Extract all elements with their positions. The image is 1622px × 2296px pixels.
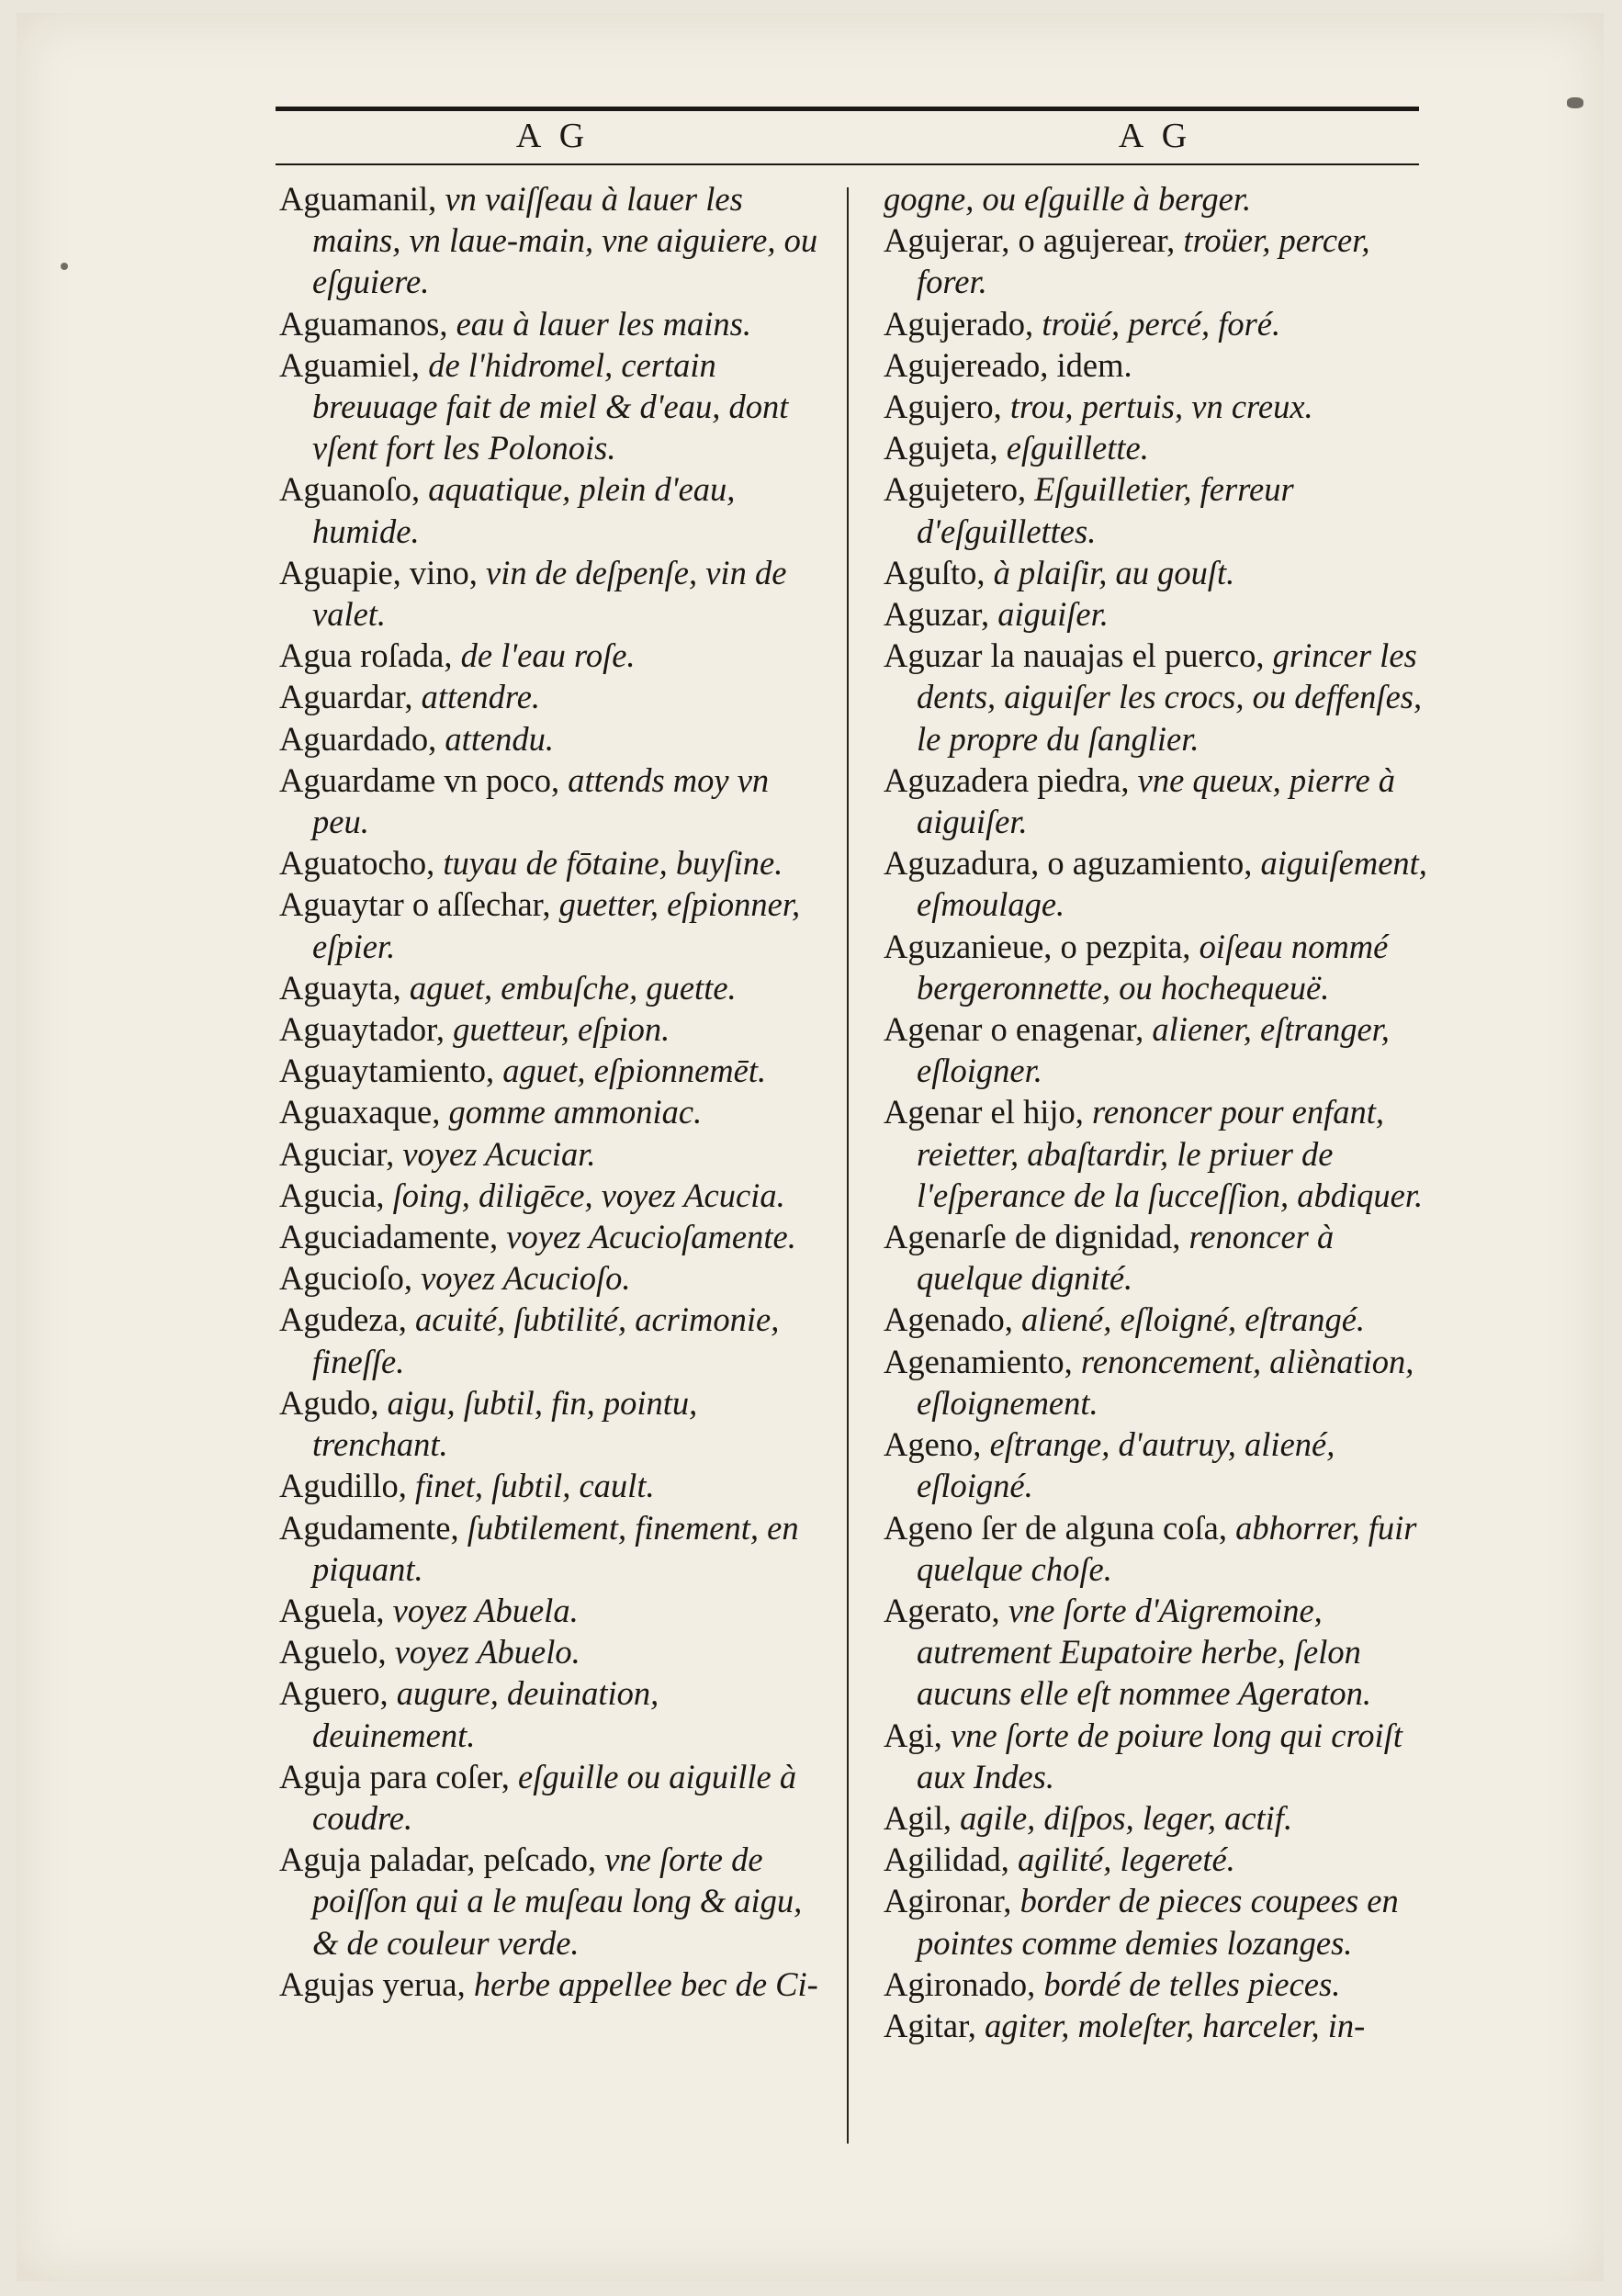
dictionary-entry (884, 344, 1431, 386)
dictionary-entry (279, 1382, 827, 1465)
entry-headword: Aguela, (279, 1591, 385, 1629)
entry-headword: Agironar, (884, 1882, 1012, 1920)
header-rule-bottom (276, 163, 1419, 165)
dictionary-entry (279, 1672, 827, 1755)
dictionary-entry (279, 1299, 827, 1381)
entry-definition: troüé, percé, foré. (1033, 304, 1281, 343)
dictionary-entry (279, 1839, 827, 1964)
entry-headword: Agilidad, (884, 1840, 1009, 1879)
entry-definition: eau à lauer les mains. (447, 304, 751, 343)
entry-headword: Aguzadura, o aguzamiento, (884, 844, 1253, 883)
entry-headword: Agudo, (279, 1383, 379, 1422)
dictionary-entry (279, 1631, 827, 1672)
entry-headword: Aguja para coſer, (279, 1757, 510, 1795)
dictionary-entry (279, 884, 827, 966)
entry-headword: Agucia, (279, 1176, 385, 1214)
entry-headword: Aguardame vn poco, (279, 760, 560, 799)
entry-headword: Agenamiento, (884, 1342, 1073, 1380)
entry-definition: oiſeau nommé bergeronnette, ou hochequeuë. (917, 927, 1389, 1007)
dictionary-entry (884, 1341, 1431, 1424)
entry-definition: vne queux, pierre à aiguiſer. (917, 760, 1396, 841)
entry-headword: Aguardado, (279, 719, 437, 758)
entry-definition: acuité, ſubtilité, acrimonie, fineſſe. (312, 1300, 780, 1380)
entry-headword: Ageno ſer de alguna coſa, (884, 1508, 1227, 1547)
entry-definition: voyez Acuciar. (394, 1134, 596, 1173)
dictionary-entry (884, 386, 1431, 427)
right-column (884, 178, 1431, 2046)
dictionary-entry (884, 1507, 1431, 1590)
entry-headword: Agironado, (884, 1964, 1036, 2003)
entry-headword: Aguapie, vino, (279, 553, 478, 591)
dictionary-entry (279, 1590, 827, 1631)
entry-headword: Aguja paladar, peſcado, (279, 1840, 597, 1879)
entry-headword: Agudillo, (279, 1467, 407, 1505)
dictionary-entry (884, 635, 1431, 760)
dictionary-entry (279, 1175, 827, 1216)
entry-headword: Aguzar, (884, 595, 990, 634)
entry-definition: renoncer à quelque dignité. (917, 1218, 1335, 1298)
entry-headword: Agenarſe de dignidad, (884, 1218, 1181, 1256)
entry-definition: attendu. (436, 719, 555, 758)
entry-definition: de l'hidromel, certain breuuage fait de miel & d'eau, dont vſent fort les Polonois. (312, 345, 789, 467)
entry-headword: Aguamanos, (279, 304, 448, 343)
dictionary-entry (279, 1465, 827, 1506)
dictionary-entry (884, 468, 1431, 551)
ink-spot (1567, 97, 1583, 108)
entry-definition: renoncement, aliènation, eſloignement. (917, 1342, 1414, 1422)
entry-headword: Agujereado, idem. (884, 345, 1132, 384)
entry-headword: Agudeza, (279, 1300, 407, 1339)
entry-headword: Aguanoſo, (279, 470, 421, 509)
entry-definition: renoncer pour enfant, reietter, abaſtardir, le priuer de l'eſperance de la ſucceſſion, abdiquer. (917, 1093, 1424, 1214)
entry-definition: guetter, eſpionner, eſpier. (312, 885, 801, 965)
entry-definition: gogne, ou eſguille à berger. (884, 180, 1252, 218)
dictionary-entry (279, 760, 827, 842)
entry-headword: Aguardar, (279, 678, 413, 716)
entry-headword: Agenar el hijo, (884, 1093, 1084, 1131)
dictionary-entry (279, 1756, 827, 1839)
entry-definition: aquatique, plein d'eau, humide. (312, 470, 736, 550)
dictionary-entry (884, 1964, 1431, 2005)
entry-headword: Agujas yerua, (279, 1964, 466, 2003)
entry-headword: Aguciar, (279, 1134, 395, 1173)
running-head-left: A G (515, 117, 591, 155)
entry-headword: Agenado, (884, 1300, 1013, 1339)
entry-headword: Agujeta, (884, 429, 998, 467)
dictionary-entry (279, 676, 827, 717)
entry-headword: Agitar, (884, 2006, 976, 2044)
dictionary-page (17, 13, 1604, 2281)
entry-headword: Aguſto, (884, 553, 986, 591)
entry-definition: eſguille ou aiguille à coudre. (312, 1757, 797, 1837)
entry-headword: Aguciadamente, (279, 1218, 499, 1256)
dictionary-entry (279, 1008, 827, 1050)
entry-headword: Aguaytador, (279, 1010, 445, 1049)
entry-headword: Agujerado, (884, 304, 1034, 343)
entry-definition: aliener, eſtranger, eſloigner. (917, 1010, 1390, 1090)
entry-definition: tuyau de fōtaine, buyſine. (434, 844, 783, 883)
entry-headword: Aguzanieue, o pezpita, (884, 927, 1191, 965)
dictionary-entry (279, 967, 827, 1008)
entry-definition: ſubtilement, finement, en piquant. (312, 1508, 799, 1588)
entry-headword: Agerato, (884, 1591, 1000, 1629)
entry-definition: eſguillette. (997, 429, 1149, 467)
dictionary-entry (884, 1839, 1431, 1880)
dictionary-entry (884, 1590, 1431, 1715)
entry-definition: agilité, legereté. (1008, 1840, 1235, 1879)
dictionary-entry (279, 1133, 827, 1175)
entry-definition: aigu, ſubtil, fin, pointu, trenchant. (312, 1383, 698, 1464)
dictionary-entry (884, 427, 1431, 468)
ink-speck (61, 263, 68, 270)
dictionary-entry (279, 1964, 827, 2005)
entry-definition: voyez Acucioſo. (411, 1259, 631, 1298)
dictionary-entry (279, 718, 827, 760)
entry-definition: vne ſorte d'Aigremoine, autrement Eupatoire herbe, ſelon aucuns elle eſt nommee Ageraton. (917, 1591, 1371, 1713)
dictionary-entry (884, 552, 1431, 593)
entry-headword: Aguero, (279, 1674, 389, 1713)
entry-definition: grincer les dents, aiguiſer les crocs, ou deffenſes, le propre du ſanglier. (917, 636, 1423, 758)
dictionary-entry (884, 1715, 1431, 1797)
entry-headword: Agudamente, (279, 1508, 459, 1547)
dictionary-entry (884, 1797, 1431, 1839)
entry-definition: Eſguilletier, ferreur d'eſguillettes. (917, 470, 1294, 550)
entry-definition: augure, deuination, deuinement. (312, 1674, 659, 1754)
entry-definition: gomme ammoniac. (440, 1093, 703, 1131)
entry-definition: aguet, embuſche, guette. (400, 968, 737, 1007)
entry-headword: Agi, (884, 1716, 942, 1754)
dictionary-entry (884, 926, 1431, 1008)
entry-definition: voyez Acucioſamente. (498, 1218, 796, 1256)
dictionary-entry (279, 1257, 827, 1299)
entry-definition: herbe appellee bec de Ci- (465, 1964, 818, 2003)
entry-definition: eſtrange, d'autruy, aliené, eſloigné. (917, 1425, 1335, 1505)
entry-definition: vin de deſpenſe, vin de valet. (312, 553, 787, 634)
dictionary-entry (884, 1880, 1431, 1963)
dictionary-entry (279, 552, 827, 635)
entry-definition: finet, ſubtil, cault. (406, 1467, 655, 1505)
entry-headword: Agujero, (884, 388, 1002, 426)
entry-headword: Ageno, (884, 1425, 982, 1464)
entry-headword: Aguamiel, (279, 345, 421, 384)
entry-headword: Agujerar, o agujerear, (884, 221, 1176, 260)
entry-headword: Aguaytar o aſſechar, (279, 885, 551, 924)
entry-definition: aiguiſement, eſmoulage. (917, 844, 1427, 924)
entry-headword: Aguayta, (279, 968, 401, 1007)
dictionary-entry (279, 178, 827, 303)
dictionary-entry (884, 760, 1431, 842)
dictionary-entry (884, 178, 1431, 219)
entry-headword: Aguelo, (279, 1633, 387, 1671)
dictionary-entry (884, 1091, 1431, 1216)
entry-headword: Agujetero, (884, 470, 1027, 509)
dictionary-entry (279, 1507, 827, 1590)
entry-definition: aliené, eſloigné, eſtrangé. (1012, 1300, 1366, 1339)
dictionary-entry (279, 1091, 827, 1132)
dictionary-entry (279, 1216, 827, 1257)
entry-definition: vn vaiſſeau à lauer les mains, vn laue-main, vne aiguiere, ou eſguiere. (312, 180, 818, 301)
dictionary-entry (884, 1299, 1431, 1340)
dictionary-entry (279, 303, 827, 344)
dictionary-entry (884, 303, 1431, 344)
entry-headword: Agenar o enagenar, (884, 1010, 1144, 1049)
entry-headword: Aguaytamiento, (279, 1052, 495, 1090)
entry-definition: agiter, moleſter, harceler, in- (975, 2006, 1366, 2044)
running-head-right: A G (1118, 117, 1193, 155)
entry-definition: voyez Abuela. (384, 1591, 579, 1629)
entry-definition: agile, diſpos, leger, actif. (952, 1798, 1293, 1837)
dictionary-entry (279, 344, 827, 469)
dictionary-entry (279, 1050, 827, 1091)
entry-headword: Agua roſada, (279, 636, 453, 675)
entry-definition: guetteur, eſpion. (444, 1010, 670, 1049)
entry-headword: Aguzadera piedra, (884, 760, 1130, 799)
dictionary-entry (279, 842, 827, 884)
entry-definition: attends moy vn peu. (312, 760, 770, 841)
entry-definition: voyez Abuelo. (386, 1633, 580, 1671)
dictionary-entry (884, 1008, 1431, 1091)
entry-definition: ſoing, diligēce, voyez Acucia. (384, 1176, 785, 1214)
entry-headword: Aguzar la nauajas el puerco, (884, 636, 1265, 675)
dictionary-entry (279, 468, 827, 551)
entry-headword: Aguamanil, (279, 180, 437, 218)
entry-definition: trou, pertuis, vn creux. (1001, 388, 1313, 426)
entry-definition: aguet, eſpionnemēt. (494, 1052, 767, 1090)
left-column (279, 178, 827, 2005)
entry-definition: troüer, percer, forer. (917, 221, 1370, 301)
entry-definition: de l'eau roſe. (452, 636, 636, 675)
dictionary-entry (884, 1424, 1431, 1506)
column-divider (847, 187, 849, 2144)
entry-definition: abhorrer, fuir quelque choſe. (917, 1508, 1417, 1588)
dictionary-entry (884, 219, 1431, 302)
dictionary-entry (884, 1216, 1431, 1299)
entry-definition: attendre. (412, 678, 541, 716)
entry-headword: Aguaxaque, (279, 1093, 441, 1131)
entry-definition: bordé de telles pieces. (1035, 1964, 1341, 2003)
dictionary-entry (884, 842, 1431, 925)
entry-definition: aiguiſer. (989, 595, 1109, 634)
entry-definition: border de pieces coupees en pointes comme demies lozanges. (917, 1882, 1399, 1962)
entry-headword: Aguatocho, (279, 844, 435, 883)
dictionary-entry (884, 2005, 1431, 2046)
entry-definition: vne ſorte de poiure long qui croiſt aux Indes. (917, 1716, 1402, 1795)
dictionary-entry (884, 593, 1431, 635)
dictionary-entry (279, 635, 827, 676)
entry-definition: à plaiſir, au gouſt. (985, 553, 1235, 591)
entry-definition: vne ſorte de poiſſon qui a le muſeau long & aigu, & de couleur verde. (312, 1840, 803, 1962)
entry-headword: Agucioſo, (279, 1259, 412, 1298)
header-rule-top (276, 107, 1419, 111)
entry-headword: Agil, (884, 1798, 952, 1837)
